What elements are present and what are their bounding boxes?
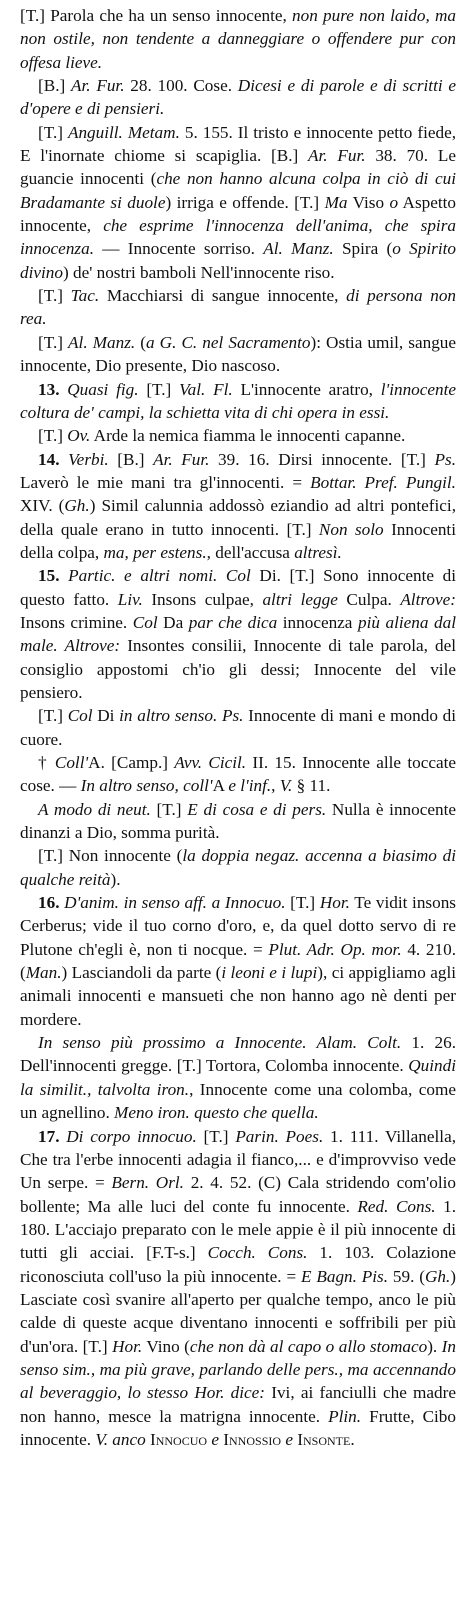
entry-paragraph-8: [20, 448, 456, 565]
italic-text: E Bagn. Pis.: [301, 1266, 389, 1286]
entry-text: 15.: [38, 566, 69, 586]
entry-text: 1. 180. L'acciajo preparato con le mele appie è il più innocente di tutti gli acciai. [F.T-s.]: [20, 1196, 457, 1263]
italic-text: Red. Cons.: [357, 1196, 436, 1216]
entry-text: II. 15. Innocente alle toccate cose. —: [20, 753, 457, 796]
entry-paragraph-13: [20, 844, 456, 891]
italic-text: più aliena dal male. Altrove:: [20, 612, 456, 656]
entry-text: 59. (: [388, 1266, 425, 1286]
italic-text: A modo di neut.: [38, 799, 151, 819]
entry-text: Aspetto innocente,: [20, 192, 456, 236]
italic-text: Cocch. Cons.: [207, 1243, 308, 1263]
entry-text: ) irriga e offende. [T.]: [165, 192, 325, 212]
italic-text: altresì.: [294, 542, 342, 562]
italic-text: Bern. Orl.: [111, 1173, 184, 1193]
entry-paragraph-3: [20, 121, 456, 284]
italic-text: Col: [132, 612, 158, 632]
entry-text: [T.] Non innocente (: [38, 846, 183, 866]
entry-text: (: [135, 332, 146, 352]
entry-text: [B.]: [38, 76, 71, 96]
italic-text: par che dica: [188, 612, 278, 632]
entry-text: ) de' nostri bamboli Nell'innocente riso.: [62, 262, 335, 282]
entry-text: ): Ostia umil, sangue innocente, Dio presente, Dio nascoso.: [20, 332, 457, 376]
entry-text: Macchiarsi di sangue innocente,: [99, 286, 347, 306]
italic-text: E di cosa e di pers.: [187, 799, 327, 819]
entry-text: 2. 4. 52. (C) Cala stridendo com'olio bollente; Ma alle luci del conte fu innocente.: [20, 1173, 456, 1216]
entry-text: 14.: [38, 449, 69, 469]
entry-text: innocenza: [277, 612, 358, 632]
entry-text: [T.]: [38, 706, 68, 726]
italic-text: Val. Fl.: [179, 379, 233, 399]
entry-text: 28. 100. Cose.: [124, 76, 238, 96]
entry-text: [B.]: [108, 449, 154, 469]
italic-text: In senso sim., ma più grave, parlando delle pers., ma accennando al beveraggio, lo stesso Hor. dice:: [20, 1336, 456, 1403]
entry-text: Vino (: [142, 1336, 190, 1356]
entry-text: Nulla è innocente dinanzi a Dio, somma purità.: [20, 799, 456, 843]
italic-text: Col: [67, 706, 93, 726]
entry-text: A: [212, 776, 229, 796]
italic-text: V. anco: [95, 1429, 146, 1449]
italic-text: e l'inf.: [228, 776, 272, 796]
italic-text: Coll': [54, 753, 89, 772]
italic-text: a G. C. nel Sacramento: [146, 332, 311, 352]
entry-text: Parola che ha un senso innocente,: [50, 6, 293, 25]
italic-text: Hor.: [319, 893, 350, 913]
entry-text: 17.: [38, 1126, 67, 1146]
italic-text: altri legge: [262, 589, 338, 609]
italic-text: Ps.: [434, 449, 456, 469]
entry-paragraph-2: [20, 74, 456, 121]
italic-text: Man.: [25, 963, 62, 983]
italic-text: Dicesi e di parole e di scritti e d'opere e di pensieri.: [20, 76, 457, 119]
italic-text: Gh.: [64, 496, 90, 516]
entry-paragraph-1: [20, 4, 456, 74]
entry-text: [T.]: [38, 332, 69, 352]
italic-text: in altro senso. Ps.: [119, 706, 244, 726]
italic-text: Anguill. Metam.: [67, 122, 180, 142]
entry-text: [T.]: [196, 1126, 236, 1146]
entry-paragraph-6: [20, 378, 456, 425]
entry-paragraph-4: [20, 284, 456, 331]
italic-text: Non solo: [318, 519, 384, 539]
italic-text: In senso più prossimo a Innocente. Alam. Colt.: [38, 1033, 402, 1053]
entry-text: ,: [271, 776, 280, 796]
italic-text: In altro senso, coll': [80, 776, 213, 796]
italic-text: Verbi.: [68, 449, 109, 469]
italic-text: Al. Manz.: [263, 239, 334, 259]
entry-text: ) Simil calunnia addossò eziandio ad altri pontefici, della quale erano in tutto innocenti. [T.]: [20, 496, 456, 539]
italic-text: la doppia negaz. accenna a biasimo di qualche reità: [20, 846, 456, 889]
entry-text: Di. [T.] Sono innocente di questo fatto.: [20, 566, 457, 609]
italic-text: Ar. Fur.: [153, 449, 210, 469]
italic-text: ma, per estens.: [103, 542, 207, 562]
italic-text: Liv.: [117, 589, 143, 609]
italic-text: che non dà al capo o allo stomaco: [189, 1336, 428, 1356]
italic-text: Partic. e altri nomi. Col: [68, 566, 251, 586]
entry-text: Innossio: [223, 1429, 282, 1449]
entry-text: [T.]: [20, 6, 51, 25]
entry-paragraph-12: [20, 798, 456, 845]
entry-text: , dell'accusa: [206, 542, 295, 562]
entry-text: — Innocente sorriso.: [94, 239, 264, 259]
italic-text: Gh.: [424, 1266, 451, 1286]
entry-text: Insontes consilii, Innocente di tale parola, del consiglio appostomi ch'io gli dessi; Innocente del vile pensiero.: [20, 636, 456, 702]
entry-paragraph-7: [20, 424, 456, 447]
entry-text: Frutte, Cibo innocente.: [20, 1406, 456, 1449]
entry-text: 1. 26. Dell'innocenti gregge. [T.] Tortora, Colomba innocente.: [20, 1033, 456, 1076]
italic-text: D'anim. in senso aff. a Innocuo.: [64, 893, 286, 913]
italic-text: Ar. Fur.: [308, 146, 366, 166]
entry-paragraph-10: [20, 704, 456, 751]
italic-text: Hor.: [112, 1336, 143, 1356]
entry-text: Insonte.: [297, 1429, 355, 1449]
entry-text: [T.]: [38, 426, 68, 446]
italic-text: Ov.: [67, 426, 91, 446]
entry-text: [T.]: [150, 799, 188, 819]
entry-text: XIV. (: [20, 496, 65, 516]
italic-text: Quindi la similit., talvolta iron.: [20, 1056, 456, 1099]
italic-text: Di corpo innocuo.: [66, 1126, 197, 1146]
entry-text: , Innocente come una colomba, come un agnellino.: [20, 1079, 457, 1123]
entry-text: Culpa.: [337, 589, 401, 609]
entry-text: Arde la nemica fiamma le innocenti capanne.: [90, 426, 406, 446]
italic-text: Avv. Cicil.: [174, 753, 247, 772]
entry-text: Laverò le mie mani tra gl'innocenti. =: [20, 472, 311, 492]
italic-text: l'innocente coltura de' campi, la schietta vita di chi opera in essi.: [20, 379, 457, 422]
entry-text: Viso: [347, 192, 390, 212]
entry-text: 1. 111. Villanella, Che tra l'erbe innocenti adagia il fianco,... e d'improvviso vede Un serpe. =: [20, 1126, 456, 1193]
italic-text: e: [285, 1429, 293, 1449]
entry-text: ), ci appigliamo agli animali innocenti e mansueti che non hanno ago nè denti per mordere.: [20, 963, 456, 1029]
italic-text: Plin.: [328, 1406, 362, 1426]
entry-paragraph-9: [20, 564, 456, 704]
italic-text: Quasi fig.: [67, 379, 139, 399]
italic-text: Al. Manz.: [68, 332, 136, 352]
entry-paragraph-15: [20, 1031, 456, 1124]
entry-text: 4. 210. (: [20, 939, 456, 983]
entry-text: †: [38, 753, 55, 772]
italic-text: Tac.: [70, 286, 100, 306]
entry-text: Insons culpae,: [142, 589, 263, 609]
entry-text: Ivi, ai fanciulli che madre non hanno, mesce la matrigna innocente.: [20, 1383, 456, 1426]
entry-text: Innocente di mani e mondo di cuore.: [20, 706, 456, 749]
italic-text: di persona non rea.: [20, 286, 457, 329]
entry-paragraph-14: [20, 891, 456, 1031]
entry-paragraph-5: [20, 331, 456, 378]
italic-text: non pure non laido, ma non ostile, non tendente a danneggiare o offendere pur con offesa lieve.: [20, 6, 456, 72]
italic-text: i leoni e i lupi: [221, 963, 318, 983]
entry-text: ).: [110, 869, 121, 889]
italic-text: o Spirito divino: [20, 239, 456, 282]
entry-text: Innocenti della colpa,: [20, 519, 456, 562]
italic-text: Ma: [324, 192, 348, 212]
entry-text: § 11.: [292, 776, 331, 796]
entry-text: [T.]: [285, 893, 320, 913]
entry-text: Te vidit insons Cerberus; vide il tuo corno d'oro, e, da quel dotto servo di re Plutone ch'egli è, non ti nocque. =: [20, 893, 456, 959]
entry-text: 5. 155. Il tristo e innocente petto fiede, E l'inornate chiome si scapiglia. [B.]: [20, 122, 456, 166]
italic-text: Ar. Fur.: [70, 76, 125, 96]
entry-paragraph-11: [20, 751, 456, 798]
entry-text: Spira (: [333, 239, 393, 259]
entry-text: Da: [157, 612, 189, 632]
italic-text: Meno iron. questo che quella.: [114, 1103, 319, 1123]
entry-text: 13.: [38, 379, 68, 399]
italic-text: o: [389, 192, 399, 212]
entry-text: 16.: [38, 893, 65, 913]
entry-text: 39. 16. Dirsi innocente. [T.]: [209, 449, 435, 469]
entry-text: Innocuo: [150, 1429, 208, 1449]
entry-text: L'innocente aratro,: [232, 379, 381, 399]
entry-paragraph-16: [20, 1125, 456, 1452]
italic-text: Parin. Poes.: [235, 1126, 324, 1146]
italic-text: che non hanno alcuna colpa in ciò di cui Bradamante si duole: [20, 169, 456, 212]
italic-text: Bottar. Pref. Pungil.: [310, 472, 456, 492]
italic-text: e: [211, 1429, 219, 1449]
entry-text: A. [Camp.]: [88, 753, 175, 772]
entry-text: 1. 103. Colazione riconosciuta coll'uso la più innocente. =: [20, 1243, 456, 1286]
italic-text: che esprime l'innocenza dell'anima, che spira innocenza.: [20, 216, 456, 259]
entry-text: ) Lasciandoli da parte (: [61, 963, 222, 983]
entry-text: ) Lasciate così svanire all'aperto per qualche tempo, anco le più calde di queste acque diventano innocenti e soffribili per più d'un'ora. [T.]: [20, 1266, 456, 1356]
entry-text: 38. 70. Le guancie innocenti (: [20, 146, 456, 189]
entry-text: Di: [92, 706, 120, 726]
entry-text: [T.]: [38, 122, 68, 142]
entry-text: Insons crimine.: [20, 612, 133, 632]
italic-text: Altrove:: [400, 589, 456, 609]
italic-text: V.: [279, 776, 293, 796]
italic-text: Plut. Adr. Op. mor.: [268, 939, 402, 959]
entry-text: [T.]: [38, 286, 71, 306]
entry-text: [T.]: [138, 379, 180, 399]
entry-text: ).: [427, 1336, 442, 1356]
